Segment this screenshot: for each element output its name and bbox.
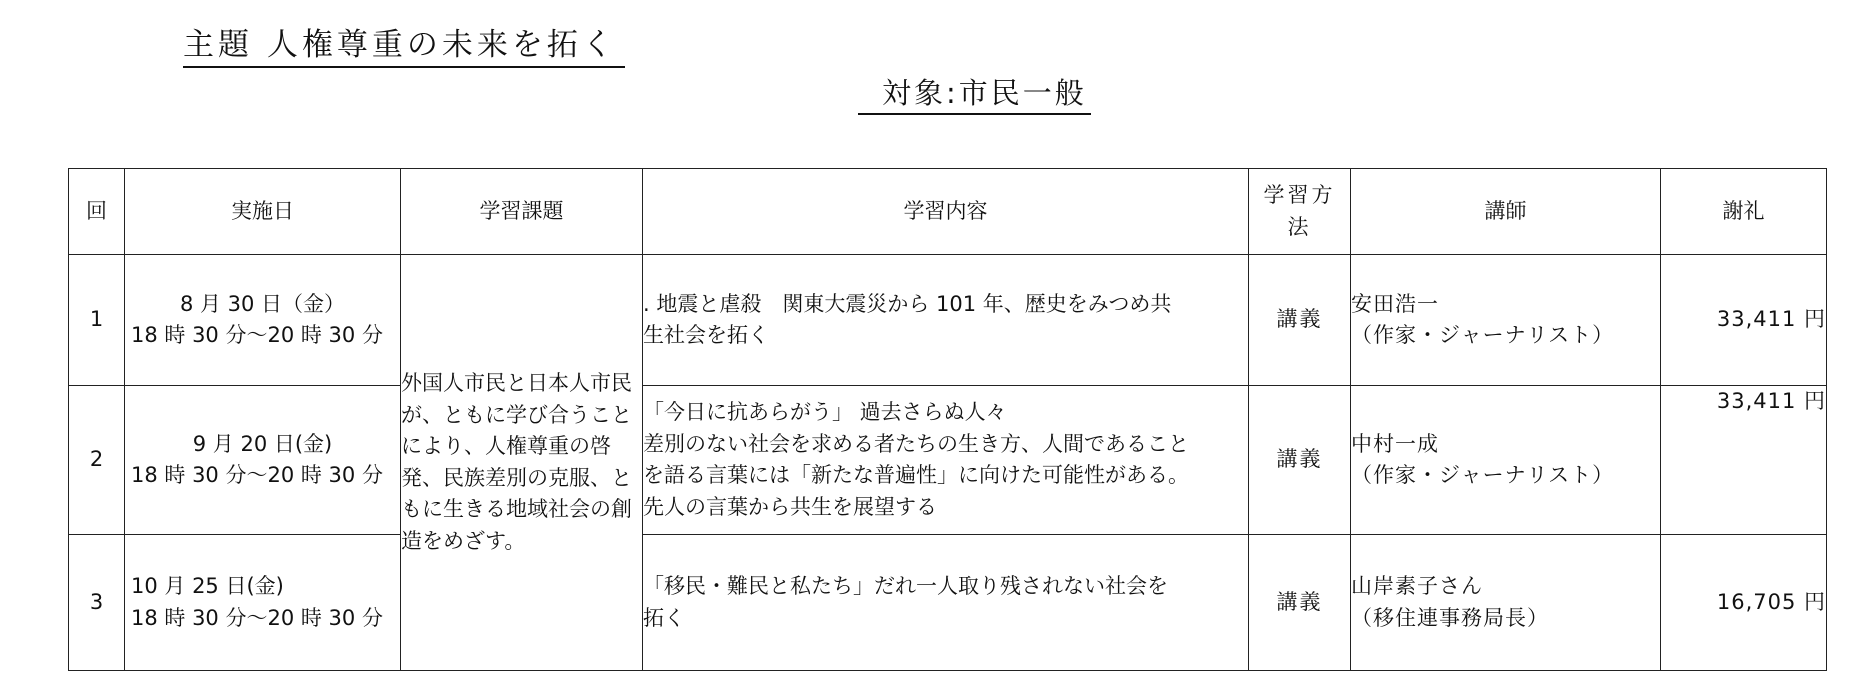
date-time: 18 時 30 分～20 時 30 分: [131, 463, 383, 487]
lecturer-name: 山岸素子さん: [1351, 574, 1483, 598]
target-audience: 対象:市民一般: [858, 76, 1091, 115]
schedule-table: [68, 168, 1827, 671]
content-line: 拓く: [643, 605, 685, 630]
content-line: 差別のない社会を求める者たちの生き方、人間であること: [643, 431, 1189, 456]
date-time: 18 時 30 分～20 時 30 分: [131, 605, 383, 630]
date-day: 9 月 20 日(金): [192, 431, 333, 456]
header-fee: 謝礼: [1661, 169, 1827, 255]
lecturer-name: 中村一成: [1351, 431, 1439, 456]
table-row: [69, 255, 1827, 386]
lecturer-title: （移住連事務局長）: [1351, 605, 1549, 630]
date-day: 10 月 25 日(金): [131, 574, 284, 598]
session-method: 講義: [1249, 255, 1351, 386]
table-row: [69, 386, 1827, 535]
row-number: 2: [69, 386, 125, 535]
session-method: 講義: [1249, 535, 1351, 671]
session-method: 講義: [1249, 386, 1351, 535]
session-content: [643, 255, 1249, 386]
page-title: 主題 人権尊重の未来を拓く: [183, 28, 625, 68]
lecturer-title: （作家・ジャーナリスト）: [1351, 323, 1615, 347]
fee: 33,411 円: [1661, 386, 1827, 535]
content-line: . 地震と虐殺 関東大震災から 101 年、歴史をみつめ共: [643, 291, 1172, 316]
table-row: [69, 535, 1827, 671]
header-lecturer: 講師: [1351, 169, 1661, 255]
content-line: 生社会を拓く: [643, 323, 769, 347]
header-method-line1: 学習方: [1263, 183, 1336, 207]
date-day: 8 月 30 日（金）: [179, 291, 346, 316]
lecturer-title: （作家・ジャーナリスト）: [1351, 463, 1615, 487]
header-topic: 学習課題: [401, 169, 643, 255]
row-number: 3: [69, 535, 125, 671]
session-content: [643, 535, 1249, 671]
content-line: 「移民・難民と私たち」だれ一人取り残されない社会を: [643, 574, 1168, 598]
row-number: 1: [69, 255, 125, 386]
shared-topic: 外国人市民と日本人市民が、ともに学び合うことにより、人権尊重の啓発、民族差別の克服、ともに生きる地域社会の創造をめざす。: [401, 255, 643, 671]
lecturer-name: 安田浩一: [1351, 291, 1439, 316]
header-content: 学習内容: [643, 169, 1249, 255]
content-line: 先人の言葉から共生を展望する: [643, 494, 937, 519]
lecturer: [1351, 255, 1661, 386]
header-no: 回: [69, 169, 125, 255]
header-method: [1249, 169, 1351, 255]
session-date: [125, 255, 401, 386]
table-header-row: [69, 169, 1827, 255]
date-time: 18 時 30 分～20 時 30 分: [131, 323, 383, 347]
session-content: [643, 386, 1249, 535]
lecturer: [1351, 535, 1661, 671]
header-method-line2: 法: [1287, 214, 1312, 239]
header-date: 実施日: [125, 169, 401, 255]
fee: 16,705 円: [1661, 535, 1827, 671]
content-line: を語る言葉には「新たな普遍性」に向けた可能性がある。: [643, 463, 1189, 487]
fee: 33,411 円: [1661, 255, 1827, 386]
lecturer: [1351, 386, 1661, 535]
session-date: [125, 386, 401, 535]
session-date: [125, 535, 401, 671]
content-line: 「今日に抗あらがう」 過去さらぬ人々: [643, 400, 1007, 424]
